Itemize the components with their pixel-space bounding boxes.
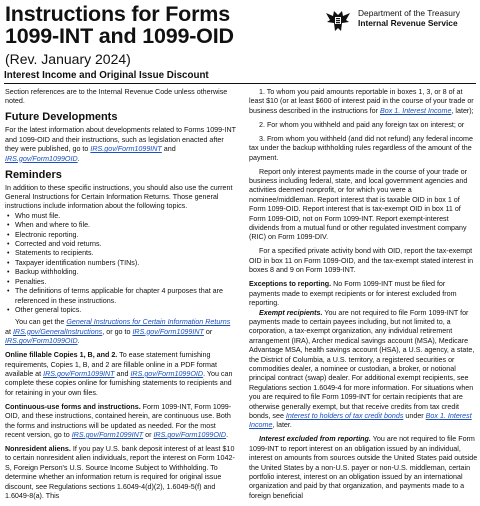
online-fillable-heading: Online fillable Copies 1, B, and 2. [5,351,118,360]
nonresident-aliens-paragraph [5,445,237,501]
text: No Form 1099-INT must be filed for payments made to exempt recipients or for interest excluded from reporting. [249,280,457,308]
text: 1. To whom you paid amounts reportable in boxes 1, 3, or 8 of at least $10 (or at least $600 of interest paid in the course of your trade or business described in the instructions for [249,88,474,115]
interest-excluded-heading: Interest excluded from reporting. [259,435,371,444]
link-box1-interest-income[interactable]: Box 1. Interest Income [379,106,452,115]
text: You are not required to file Form 1099-INT for payments made to certain payees including, but not limited to, a corporation, a tax-exempt organization, any individual retirement arrangement (IRA), Archer medical savings account (MSA), Medicare Advantage MSA, health savings account (HSA), a U.S. agency, a state, the District of Columbia, a U.S. territory, a registered securities or commodities dealer, a nominee or custodian, a broker, or notional principal contract (swap) dealer. For additional exempt recipients, see Regulations section 1.6049-4 for more information. For situations when you are required to file Form 1099-INT for certain recipients that are otherwise generally exempt, but that receive credits from tax credit bonds, see [249,308,475,420]
reminders-paragraph: In addition to these specific instructions, you should also use the current General Instructions for Certain Information Returns. Those general instructions include information about the following topics. [5,183,233,211]
link-form1099int[interactable]: IRS.gov/Form1099INT [90,145,162,154]
list-item: • The definitions of terms applicable for chapter 4 purposes that are referenced in these instructions. [15,287,237,306]
text: and [114,369,131,378]
interest-excluded-paragraph [249,435,478,501]
numbered-item-2: 2. For whom you withheld and paid any foreign tax on interest; or [259,120,465,129]
list-item: • Statements to recipients. [15,249,237,258]
irs-eagle-icon [324,7,352,35]
link-form1099oid[interactable]: IRS.gov/Form1099OID [130,369,204,378]
link-tax-credit-bonds[interactable]: Interest to holders of tax credit bonds [285,411,404,420]
exempt-recipients-paragraph [249,309,478,431]
text: You can get the [15,318,67,327]
revision-date: (Rev. January 2024) [5,51,131,67]
text: or [203,327,213,336]
reminders-heading: Reminders [5,168,62,181]
text: If you pay U.S. bank deposit interest of at least $10 to certain nonresident alien individuals, report the interest on Form 1042-S, Foreign Person's U.S. Source Income Subject to Withholding. To determine whether an information return is required for original issue discount, see Regulations sections 1.6049-4(d)(2), 1.6049-5(f) and 1.6049-8(a). This [5,444,235,500]
intro-paragraph: Section references are to the Internal Revenue Code unless otherwise noted. [5,88,228,106]
document-title-line1: Instructions for Forms [5,2,230,26]
exceptions-paragraph [249,280,478,308]
topics-list [5,212,237,315]
document-subtitle: Interest Income and Original Issue Discount [4,69,476,84]
text: , or go to [102,327,133,336]
right-column [249,88,478,506]
list-item: • When and where to file. [15,221,237,230]
nonresident-aliens-heading: Nonresident aliens. [5,444,71,453]
text: under [403,411,426,420]
exempt-recipients-heading: Exempt recipients. [259,308,323,317]
link-form1099int[interactable]: IRS.gov/Form1099INT [43,369,115,378]
report-paragraph: Report only interest payments made in the course of your trade or business including federal, state, and local government agencies and activities deemed nonprofit, or for which you were a nominee/middleman. Report interest that is taxable OID in box 1 of Form 1099-OID. Report interest that is tax-exempt OID in box 11 of Form 1099-OID, not on Form 1099-INT. Report exempt-interest dividends from a mutual fund or other regulated investment company (RIC) on Form 1099-DIV. [249,167,468,242]
list-item: • Who must file. [15,212,237,221]
text: or [143,430,154,439]
text: , later. [272,421,292,430]
link-general-instructions-url[interactable]: IRS.gov/GeneralInstructions [12,327,103,336]
list-item: • Taxpayer identification numbers (TINs). [15,259,237,268]
link-form1099int[interactable]: IRS.gov/Form1099INT [132,327,204,336]
agency-block [324,4,476,40]
online-fillable-paragraph [5,351,237,398]
link-form1099oid[interactable]: IRS.gov/Form1099OID [5,337,78,346]
list-item: • Penalties. [15,278,237,287]
continuous-use-heading: Continuous-use forms and instructions. [5,402,141,411]
text: . [77,154,80,163]
text: and [161,145,176,154]
text: . [226,430,229,439]
numbered-item-1 [249,88,478,116]
list-item: • Corrected and void returns. [15,240,237,249]
general-instructions-paragraph [5,318,237,346]
text: You are not required to file Form 1099-INT to report interest on an obligation issued by an individual, interest on amounts from sources outside the United States paid outside the United States by a non-U.S. payer or non-U.S. middleman, certain portfolio interest, interest on an obligation issued by an international organization and paid by that organization, and payments made to a foreign beneficial [249,435,478,500]
future-developments-heading: Future Developments [5,111,118,124]
text: For the latest information about developments related to Forms 1099-INT and 1099-OID and their instructions, such as legislation enacted after they were published, go to [5,126,236,154]
agency-line1: Department of the Treasury [358,8,460,18]
list-item: • Backup withholding. [15,268,237,277]
list-item: • Electronic reporting. [15,231,237,240]
link-box1-interest-income[interactable]: Box 1. Interest Income [249,411,472,430]
document-title-line2: 1099-INT and 1099-OID [5,24,234,48]
future-developments-paragraph [5,126,237,164]
continuous-use-paragraph [5,403,237,441]
link-form1099oid[interactable]: IRS.gov/Form1099OID [5,154,78,163]
text: at [5,327,13,336]
link-form1099int[interactable]: IRS.gov/Form1099INT [71,430,144,439]
text: , later); [451,106,474,115]
text: To ease statement furnishing requirements, Copies 1, B, and 2 are fillable online in a PDF format available at [5,351,217,378]
link-form1099oid[interactable]: IRS.gov/Form1099OID [153,430,227,439]
text: . You can complete these copies online for furnishing statements to recipients and for retaining in your own files. [5,369,233,397]
text: . [77,337,80,346]
list-item: • Other general topics. [15,306,237,315]
left-column [5,88,237,506]
private-activity-bond-paragraph: For a specified private activity bond with OID, report the tax-exempt OID in box 11 on Form 1099-OID, and the tax-exempt stated interest in boxes 8 and 9 on Form 1099-INT. [249,247,474,275]
link-general-instructions[interactable]: General Instructions for Certain Information Returns [66,318,231,327]
agency-line2: Internal Revenue Service [358,18,458,28]
text: Form 1099-INT, Form 1099-OID, and these instructions, contained herein, are continuous use. Both the forms and instructions will be updated as needed. For the most recent version, go to [5,402,232,439]
numbered-item-3: 3. From whom you withheld (and did not refund) any federal income tax under the backup withholding rules regardless of the amount of the payment. [249,134,473,162]
exceptions-heading: Exceptions to reporting. [249,280,332,289]
